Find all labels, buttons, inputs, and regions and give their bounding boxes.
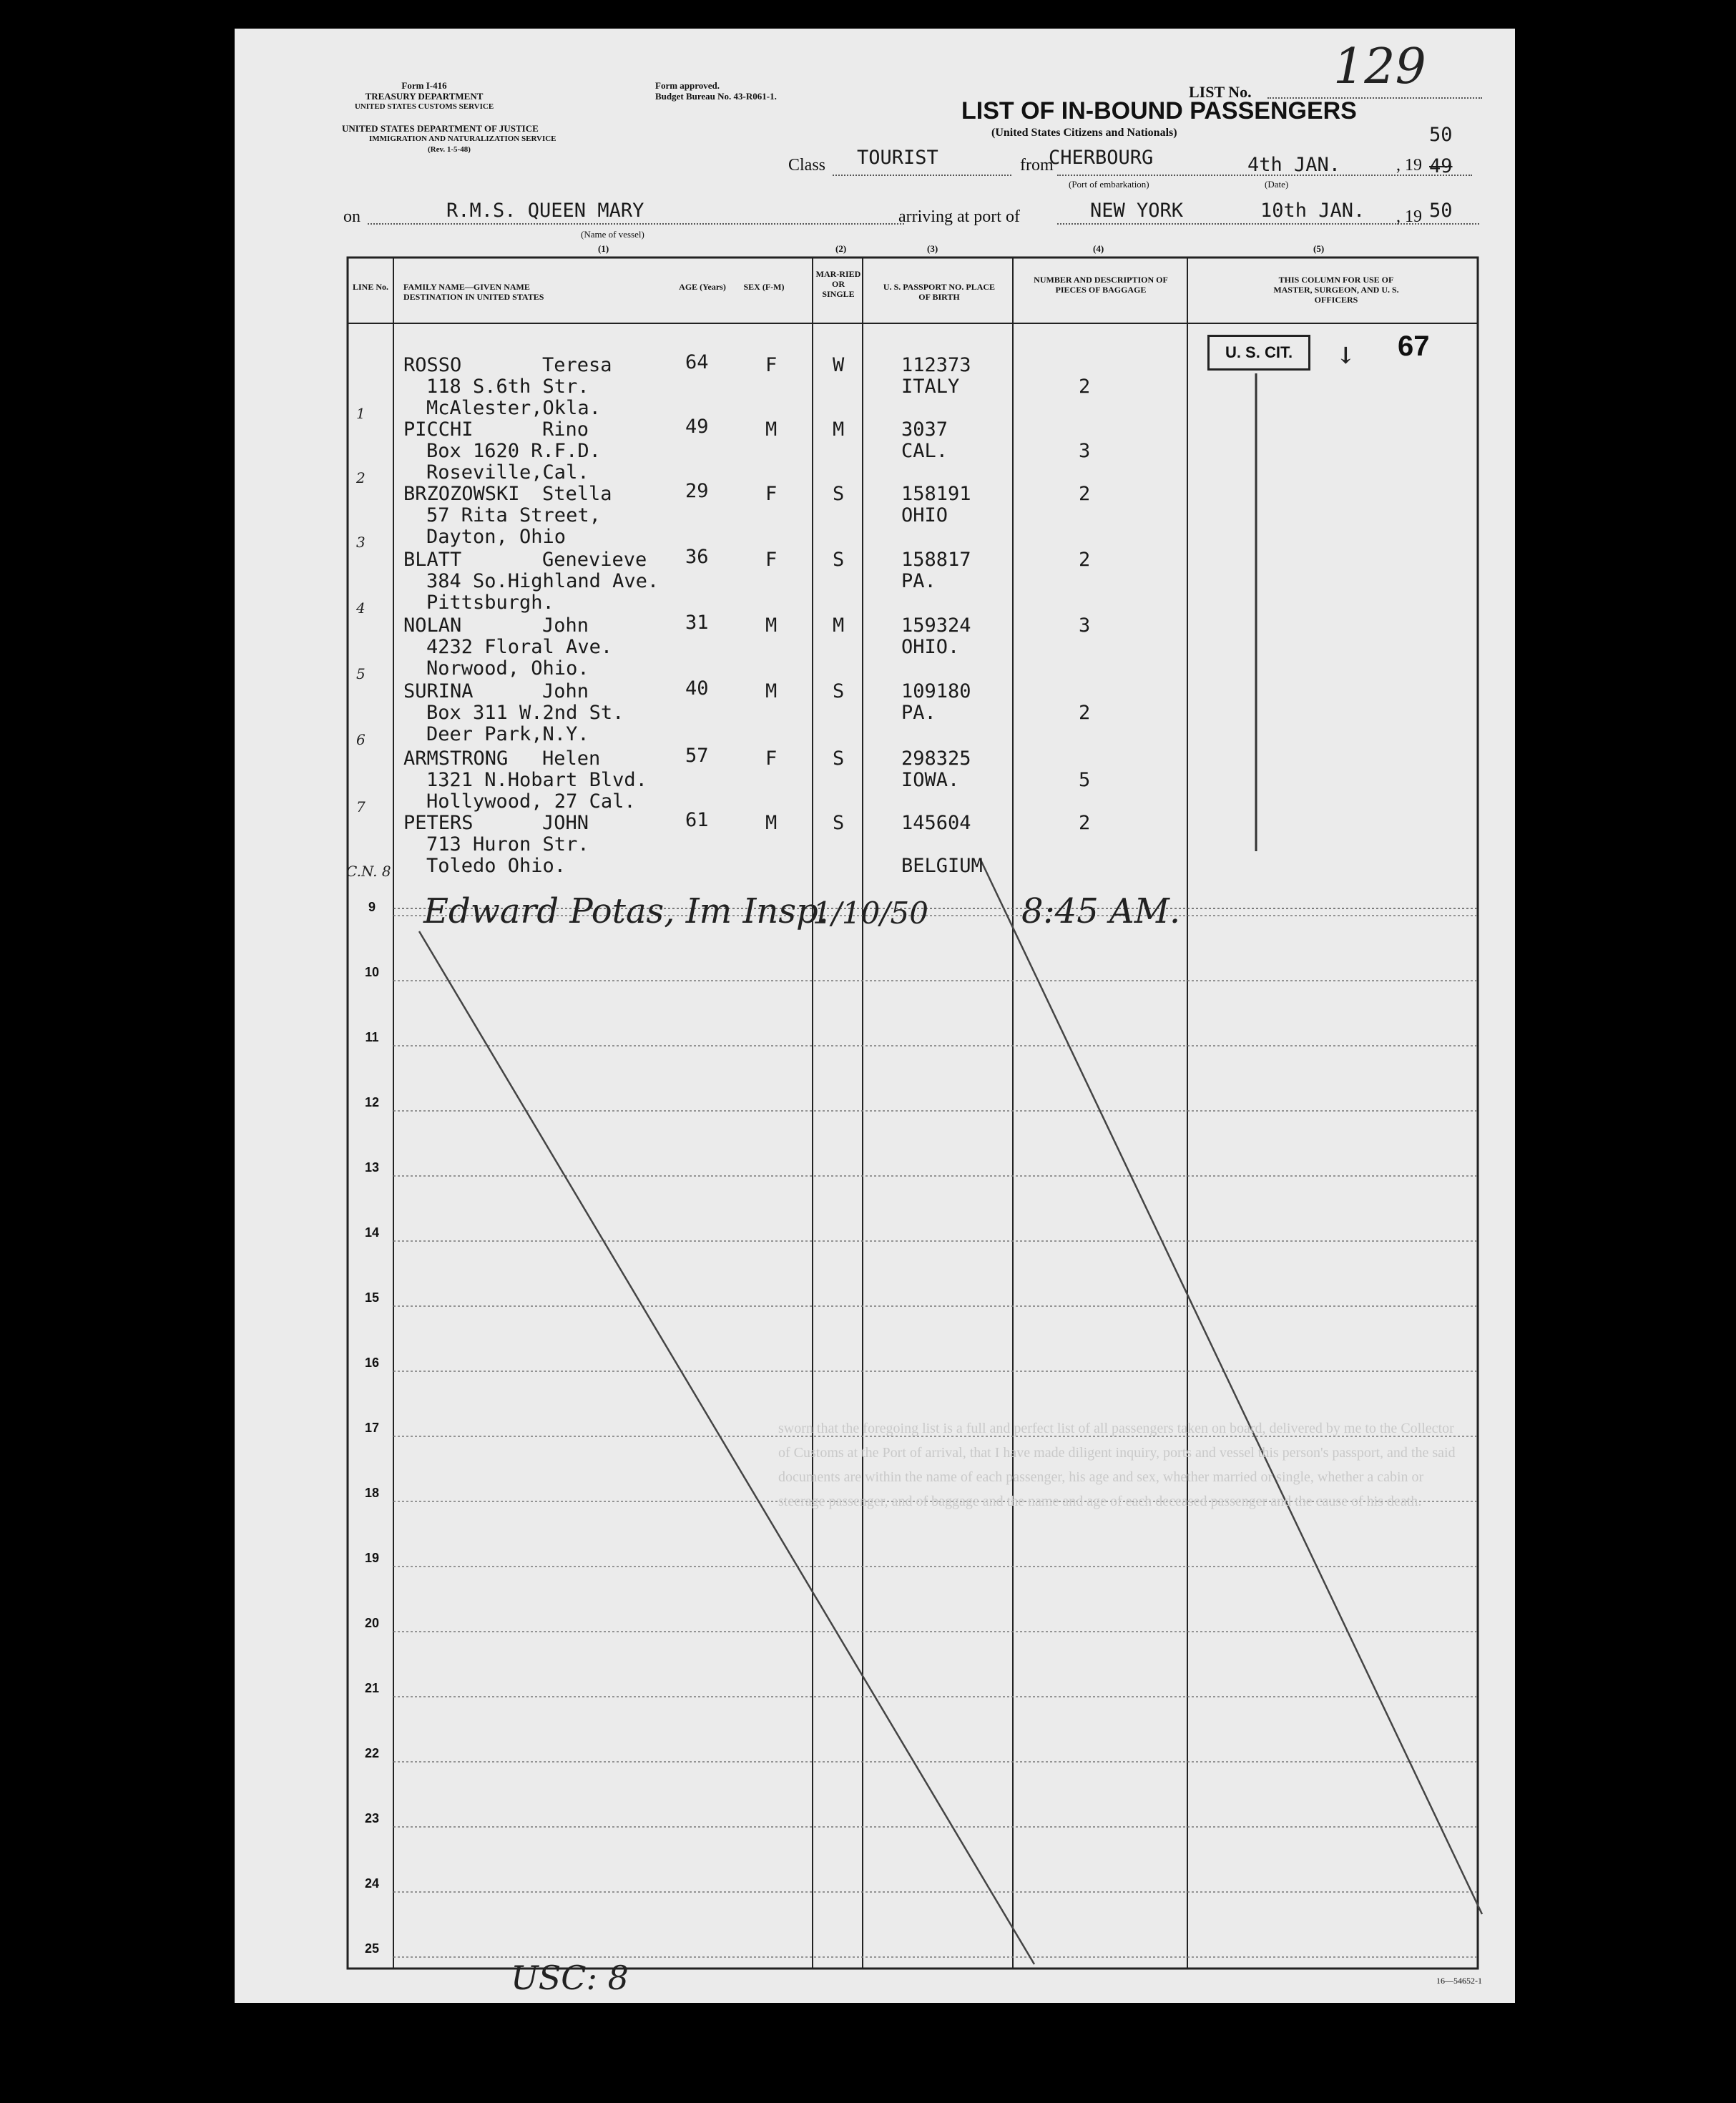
passenger-address-2: Norwood, Ohio. — [426, 657, 589, 680]
inspection-date: 1/10/50 — [813, 896, 928, 931]
passenger-check-mark: 6 — [356, 731, 366, 748]
passenger-sex: F — [765, 354, 778, 376]
passenger-birthplace: PA. — [901, 702, 936, 724]
col-number-3: (3) — [927, 243, 938, 254]
passenger-check-mark: 2 — [356, 469, 366, 486]
tick-mark: ↓ — [1336, 342, 1355, 369]
line-number: 22 — [364, 1746, 380, 1760]
line-number: 15 — [364, 1290, 380, 1305]
line-number: 18 — [364, 1486, 380, 1500]
header-passport: U. S. PASSPORT NO. PLACE OF BIRTH — [883, 282, 996, 302]
passenger-passport-no: 298325 — [901, 747, 971, 770]
inspector-signature: Edward Potas, Im Insp. — [423, 891, 829, 931]
passenger-birthplace: BELGIUM — [901, 855, 983, 877]
class-label: Class — [788, 156, 826, 175]
passenger-baggage-count: 5 — [1079, 769, 1091, 791]
passenger-marital-status: S — [833, 483, 845, 505]
header-line-no: LINE No. — [352, 282, 388, 292]
passenger-marital-status: S — [833, 549, 845, 571]
passenger-marital-status: M — [833, 418, 845, 441]
passenger-family-name: NOLAN — [403, 614, 462, 637]
line-number: 13 — [364, 1160, 380, 1175]
passenger-address-1: Box 311 W.2nd St. — [426, 702, 624, 724]
us-citizen-stamp — [1207, 335, 1310, 371]
col-number-5: (5) — [1313, 243, 1325, 254]
passenger-address-2: Dayton, Ohio — [426, 526, 567, 548]
on-label: on — [343, 207, 361, 226]
departure-date: 4th JAN. — [1247, 154, 1341, 176]
passenger-address-1: 57 Rita Street, — [426, 504, 601, 526]
ins-label: IMMIGRATION AND NATURALIZATION SERVICE — [369, 134, 556, 143]
arrival-year: 50 — [1429, 200, 1453, 222]
passenger-family-name: SURINA — [403, 680, 474, 702]
passenger-given-name: Stella — [542, 483, 612, 505]
arriving-label: arriving at port of — [898, 207, 1020, 226]
from-label: from — [1020, 156, 1054, 175]
passenger-given-name: Genevieve — [542, 549, 647, 571]
page-subtitle: (United States Citizens and Nationals) — [991, 127, 1177, 139]
passenger-marital-status: S — [833, 680, 845, 702]
passenger-given-name: Helen — [542, 747, 601, 770]
footer-code: 16—54652-1 — [1436, 1976, 1482, 1986]
passenger-address-2: Hollywood, 27 Cal. — [426, 790, 636, 813]
line-number: 12 — [364, 1095, 380, 1109]
passenger-family-name: BLATT — [403, 549, 462, 571]
passenger-sex: M — [765, 680, 778, 702]
arrival-port: NEW YORK — [1090, 200, 1184, 222]
embarkation-caption: (Port of embarkation) — [1069, 179, 1149, 190]
passenger-passport-no: 158817 — [901, 549, 971, 571]
passenger-baggage-count: 2 — [1079, 549, 1091, 571]
col-number-2: (2) — [835, 243, 847, 254]
passenger-baggage-count: 3 — [1079, 614, 1091, 637]
line-number: 16 — [364, 1356, 380, 1370]
line-number: 9 — [368, 900, 376, 914]
passenger-sex: F — [765, 747, 778, 770]
year-prefix: , 19 — [1396, 156, 1422, 175]
header-baggage: NUMBER AND DESCRIPTION OF PIECES OF BAGGAGE — [1034, 275, 1168, 295]
stamp-text: U. S. CIT. — [1225, 343, 1293, 361]
passenger-age: 61 — [685, 809, 709, 831]
line-number: 24 — [364, 1876, 380, 1891]
passenger-family-name: ROSSO — [403, 354, 462, 376]
arrival-date: 10th JAN. — [1260, 200, 1365, 222]
inspection-time: 8:45 AM. — [1021, 891, 1181, 931]
passenger-address-1: 713 Huron Str. — [426, 833, 589, 856]
approval-line-1: Form approved. — [655, 80, 720, 91]
passenger-sex: M — [765, 812, 778, 834]
passenger-age: 40 — [685, 677, 709, 700]
passenger-given-name: John — [542, 680, 589, 702]
treasury-dept: TREASURY DEPARTMENT — [365, 91, 484, 102]
passenger-birthplace: CAL. — [901, 440, 948, 462]
passenger-passport-no: 159324 — [901, 614, 971, 637]
passenger-family-name: BRZOZOWSKI — [403, 483, 520, 505]
passenger-address-2: McAlester,Okla. — [426, 397, 601, 419]
passenger-baggage-count: 2 — [1079, 812, 1091, 834]
passenger-given-name: John — [542, 614, 589, 637]
line-number: 10 — [364, 965, 380, 979]
passenger-passport-no: 109180 — [901, 680, 971, 702]
header-sex: SEX (F-M) — [743, 282, 785, 292]
passenger-age: 29 — [685, 480, 709, 502]
bottom-note: USC: 8 — [511, 1959, 629, 1997]
year-struck: 49 — [1429, 155, 1453, 177]
passenger-family-name: ARMSTRONG — [403, 747, 509, 770]
header-officers: THIS COLUMN FOR USE OF MASTER, SURGEON, AND U. S. OFFICERS — [1273, 275, 1399, 305]
line-number: 19 — [364, 1551, 380, 1565]
passenger-address-1: 1321 N.Hobart Blvd. — [426, 769, 647, 791]
passenger-given-name: Teresa — [542, 354, 612, 376]
passenger-age: 36 — [685, 546, 709, 568]
vessel-caption: (Name of vessel) — [581, 229, 644, 240]
line-number: 17 — [364, 1421, 380, 1435]
passenger-sex: M — [765, 418, 778, 441]
passenger-address-1: 384 So.Highland Ave. — [426, 570, 659, 592]
header-name: FAMILY NAME—GIVEN NAME DESTINATION IN UNITED STATES — [403, 282, 544, 302]
passenger-passport-no: 112373 — [901, 354, 971, 376]
passenger-marital-status: S — [833, 747, 845, 770]
passenger-baggage-count: 2 — [1079, 376, 1091, 398]
col-number-4: (4) — [1093, 243, 1104, 254]
col-number-1: (1) — [598, 243, 609, 254]
line-number: 21 — [364, 1681, 380, 1695]
header-age: AGE (Years) — [679, 282, 726, 292]
line-number: 23 — [364, 1811, 380, 1825]
passenger-birthplace: IOWA. — [901, 769, 960, 791]
passenger-age: 49 — [685, 416, 709, 438]
passenger-passport-no: 145604 — [901, 812, 971, 834]
list-number: 129 — [1333, 39, 1426, 95]
passenger-baggage-count: 3 — [1079, 440, 1091, 462]
passenger-given-name: JOHN — [542, 812, 589, 834]
passenger-check-mark: 4 — [356, 599, 366, 617]
passenger-marital-status: M — [833, 614, 845, 637]
justice-dept: UNITED STATES DEPARTMENT OF JUSTICE — [342, 123, 539, 134]
passenger-check-mark: 5 — [356, 665, 366, 682]
line-number: 20 — [364, 1616, 380, 1630]
passenger-address-2: Toledo Ohio. — [426, 855, 567, 877]
passenger-baggage-count: 2 — [1079, 702, 1091, 724]
passenger-check-mark: 1 — [356, 405, 366, 422]
passenger-birthplace: OHIO — [901, 504, 948, 526]
passenger-marital-status: W — [833, 354, 845, 376]
embarkation-port: CHERBOURG — [1049, 147, 1154, 169]
passenger-check-mark: 3 — [356, 534, 366, 551]
passenger-sex: F — [765, 483, 778, 505]
passenger-given-name: Rino — [542, 418, 589, 441]
passenger-address-2: Deer Park,N.Y. — [426, 723, 589, 745]
manifest-grid — [235, 29, 1515, 2003]
passenger-sex: F — [765, 549, 778, 571]
passenger-age: 57 — [685, 745, 709, 767]
passenger-birthplace: OHIO. — [901, 636, 960, 658]
year-corrected: 50 — [1429, 124, 1453, 146]
line-number: 25 — [364, 1941, 380, 1956]
line-number: 11 — [365, 1030, 379, 1044]
passenger-birthplace: ITALY — [901, 376, 960, 398]
date-caption: (Date) — [1265, 179, 1289, 190]
manifest-page — [235, 29, 1515, 2003]
passenger-age: 31 — [685, 612, 709, 634]
passenger-passport-no: 158191 — [901, 483, 971, 505]
passenger-age: 64 — [685, 351, 709, 373]
passenger-address-2: Pittsburgh. — [426, 592, 554, 614]
class-value: TOURIST — [857, 147, 938, 169]
passenger-birthplace: PA. — [901, 570, 936, 592]
page-title: LIST OF IN-BOUND PASSENGERS — [961, 97, 1357, 124]
passenger-baggage-count: 2 — [1079, 483, 1091, 505]
passenger-family-name: PICCHI — [403, 418, 474, 441]
header-married: MAR-RIED OR SINGLE — [815, 269, 861, 299]
passenger-family-name: PETERS — [403, 812, 474, 834]
customs-service: UNITED STATES CUSTOMS SERVICE — [354, 102, 494, 111]
passenger-sex: M — [765, 614, 778, 637]
arrival-year-prefix: , 19 — [1396, 207, 1422, 226]
line-number: 14 — [364, 1225, 380, 1240]
approval-line-2: Budget Bureau No. 43-R061-1. — [655, 91, 777, 102]
revision-label: (Rev. 1-5-48) — [428, 145, 471, 154]
citizen-count: 67 — [1398, 330, 1430, 362]
passenger-address-1: 4232 Floral Ave. — [426, 636, 613, 658]
passenger-address-1: 118 S.6th Str. — [426, 376, 589, 398]
form-number: Form I-416 — [401, 80, 447, 91]
list-no-label: LIST No. — [1189, 83, 1252, 101]
passenger-address-1: Box 1620 R.F.D. — [426, 440, 601, 462]
passenger-address-2: Roseville,Cal. — [426, 461, 589, 484]
passenger-check-mark: 7 — [356, 798, 366, 815]
vessel-name: R.M.S. QUEEN MARY — [446, 200, 644, 222]
passenger-passport-no: 3037 — [901, 418, 948, 441]
bleed-through-text: sworn that the foregoing list is a full and perfect list of all passengers taken on board, delivered by me to the Collector of Customs at the Port of arrival, that I have made diligent inquiry, ports and vessel this person's passport, and the said documents are within the name of each passenger, his age and sex, whether married or single, whether a cabin or steerage passenger, and of baggage and the name and age of each deceased passenger and the cause of his death. — [778, 1421, 1456, 1509]
passenger-marital-status: S — [833, 812, 845, 834]
passenger-check-mark: C.N. 8 — [346, 863, 391, 880]
